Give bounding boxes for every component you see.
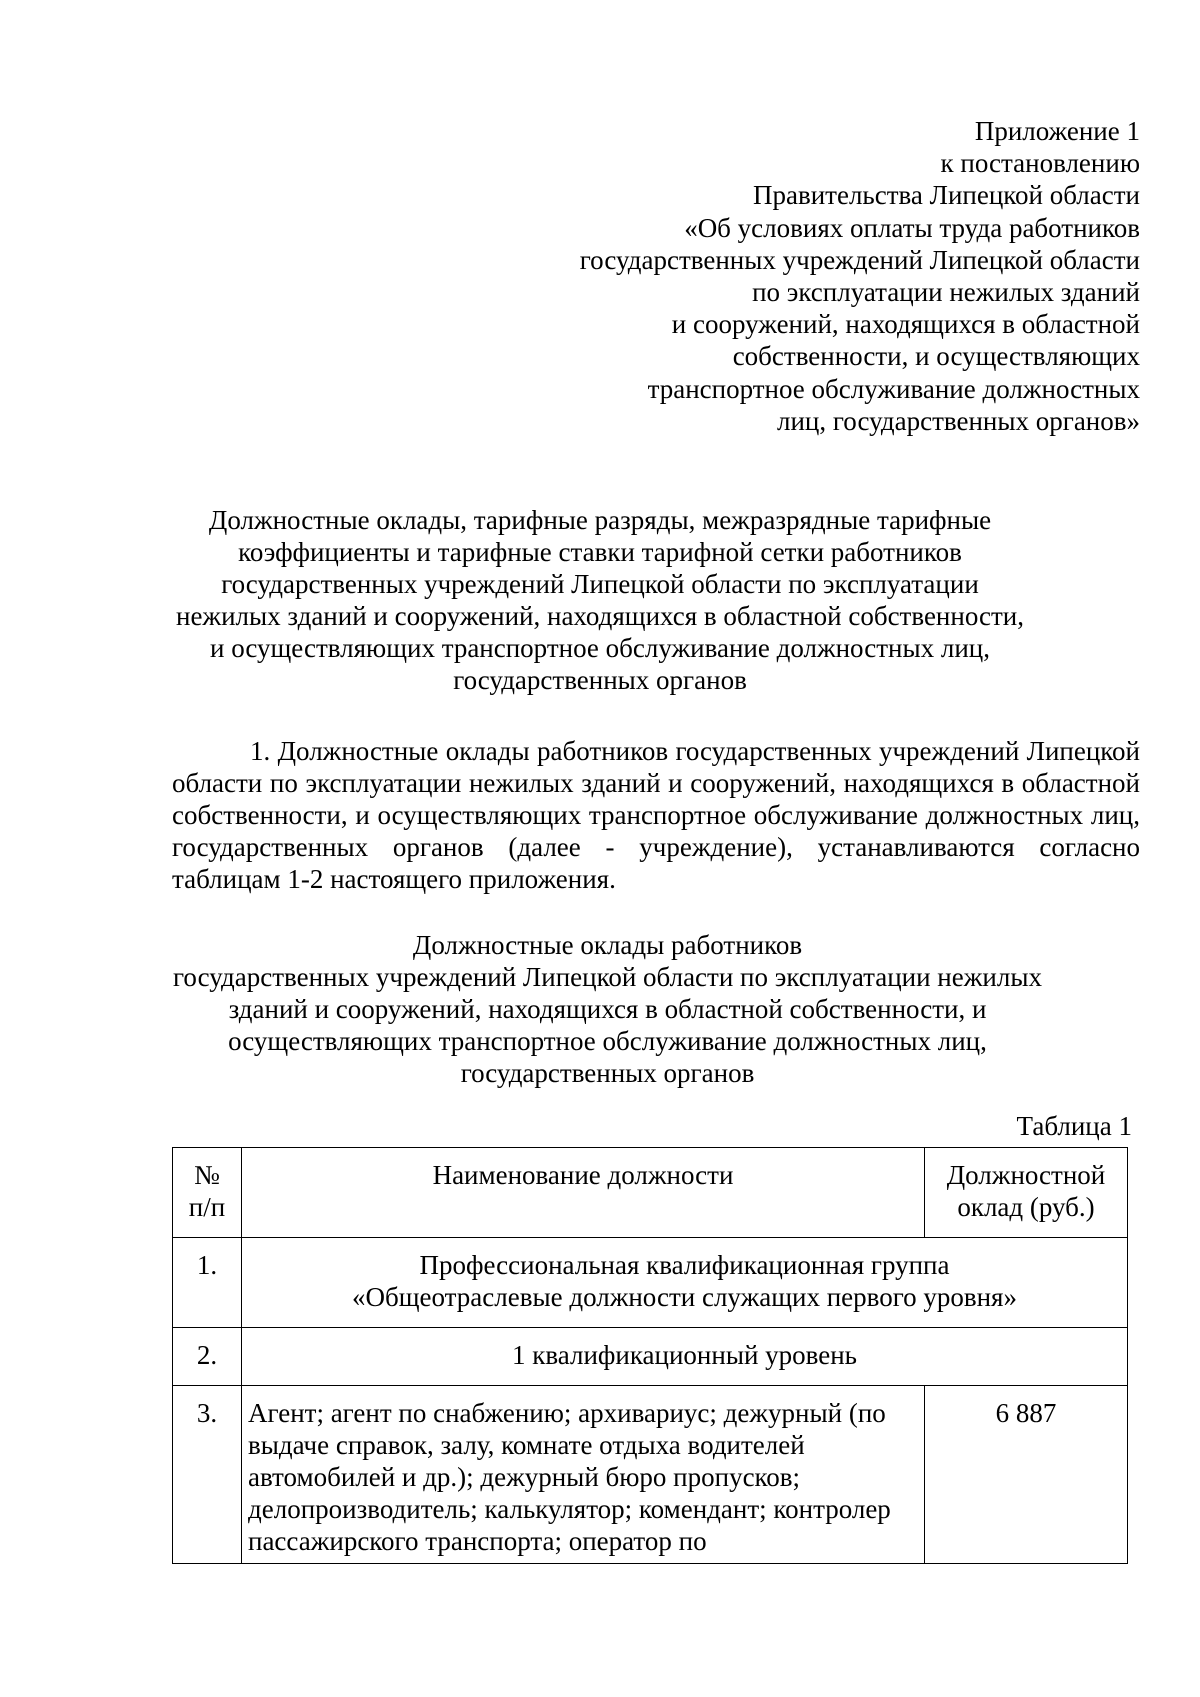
appendix-line: транспортное обслуживание должностных xyxy=(647,373,1140,404)
table-title-line: государственных органов xyxy=(460,1058,755,1088)
paragraph-1 xyxy=(172,735,1140,895)
appendix-line: собственности, и осуществляющих xyxy=(732,341,1140,372)
header-salary-line: оклад (руб.) xyxy=(957,1192,1095,1222)
group-line: Профессиональная квалификационная группа xyxy=(419,1250,950,1280)
row-num-cell: 1. xyxy=(173,1238,242,1328)
document-title xyxy=(150,504,1050,696)
group-cell xyxy=(242,1238,1128,1328)
positions-line: выдаче справок, залу, комнате отдыха водителей xyxy=(248,1430,805,1460)
table-title-line: осуществляющих транспортное обслуживание должностных лиц, xyxy=(228,1026,987,1056)
appendix-line: Правительства Липецкой области xyxy=(752,180,1140,211)
header-num-line: п/п xyxy=(188,1192,226,1222)
level-cell: 1 квалификационный уровень xyxy=(242,1328,1128,1386)
table-title-line: Должностные оклады работников xyxy=(412,930,803,960)
row-num-cell: 3. xyxy=(173,1386,242,1564)
appendix-line: государственных учреждений Липецкой области xyxy=(579,244,1140,275)
appendix-header xyxy=(440,115,1140,437)
table-row xyxy=(173,1238,1128,1328)
appendix-line: Приложение 1 xyxy=(974,116,1140,146)
appendix-line: лиц, государственных органов» xyxy=(777,405,1140,436)
title-line: государственных учреждений Липецкой области по эксплуатации xyxy=(221,569,979,599)
title-line: нежилых зданий и сооружений, находящихся в областной собственности, xyxy=(176,601,1024,631)
positions-cell xyxy=(242,1386,925,1564)
header-num-line: № xyxy=(194,1160,220,1190)
positions-line: автомобилей и др.); дежурный бюро пропусков; xyxy=(248,1462,801,1492)
header-salary-cell xyxy=(925,1148,1128,1238)
appendix-line: по эксплуатации нежилых зданий xyxy=(752,277,1140,308)
table-title xyxy=(150,929,1065,1089)
positions-line: пассажирского транспорта; оператор по xyxy=(248,1526,707,1556)
positions-line: Агент; агент по снабжению; архивариус; дежурный (по xyxy=(248,1398,886,1428)
table-row xyxy=(173,1328,1128,1386)
table-label: Таблица 1 xyxy=(1016,1111,1132,1141)
title-line: коэффициенты и тарифные ставки тарифной сетки работников xyxy=(238,537,962,567)
salary-cell: 6 887 xyxy=(925,1386,1128,1564)
header-num-cell xyxy=(173,1148,242,1238)
header-salary-line: Должностной xyxy=(946,1160,1106,1190)
table-title-line: государственных учреждений Липецкой области по эксплуатации нежилых xyxy=(173,962,1042,992)
group-line: «Общеотраслевые должности служащих первого уровня» xyxy=(352,1282,1017,1312)
table-row xyxy=(173,1386,1128,1564)
positions-line: делопроизводитель; калькулятор; комендант; контролер xyxy=(248,1494,891,1524)
paragraph-1-text: 1. Должностные оклады работников государственных учреждений Липецкой области по эксплуатации нежилых зданий и сооружений, находящихся в областной собственности, и осуществляющих транспортное обслуживание должностных лиц, государственных органов (далее - учреждение), устанавливаются согласно таблицам 1-2 настоящего приложения. xyxy=(172,736,1140,894)
row-num-cell: 2. xyxy=(173,1328,242,1386)
appendix-line: и сооружений, находящихся в областной xyxy=(671,309,1140,340)
table-title-line: зданий и сооружений, находящихся в областной собственности, и xyxy=(228,994,987,1024)
header-name-cell: Наименование должности xyxy=(242,1148,925,1238)
appendix-line: «Об условиях оплаты труда работников xyxy=(684,212,1140,243)
appendix-line: к постановлению xyxy=(940,148,1140,179)
title-line: государственных органов xyxy=(453,665,747,695)
title-line: и осуществляющих транспортное обслуживание должностных лиц, xyxy=(210,633,990,663)
table-header-row xyxy=(173,1148,1128,1238)
title-line: Должностные оклады, тарифные разряды, межразрядные тарифные xyxy=(208,505,992,535)
salary-table xyxy=(172,1147,1128,1564)
